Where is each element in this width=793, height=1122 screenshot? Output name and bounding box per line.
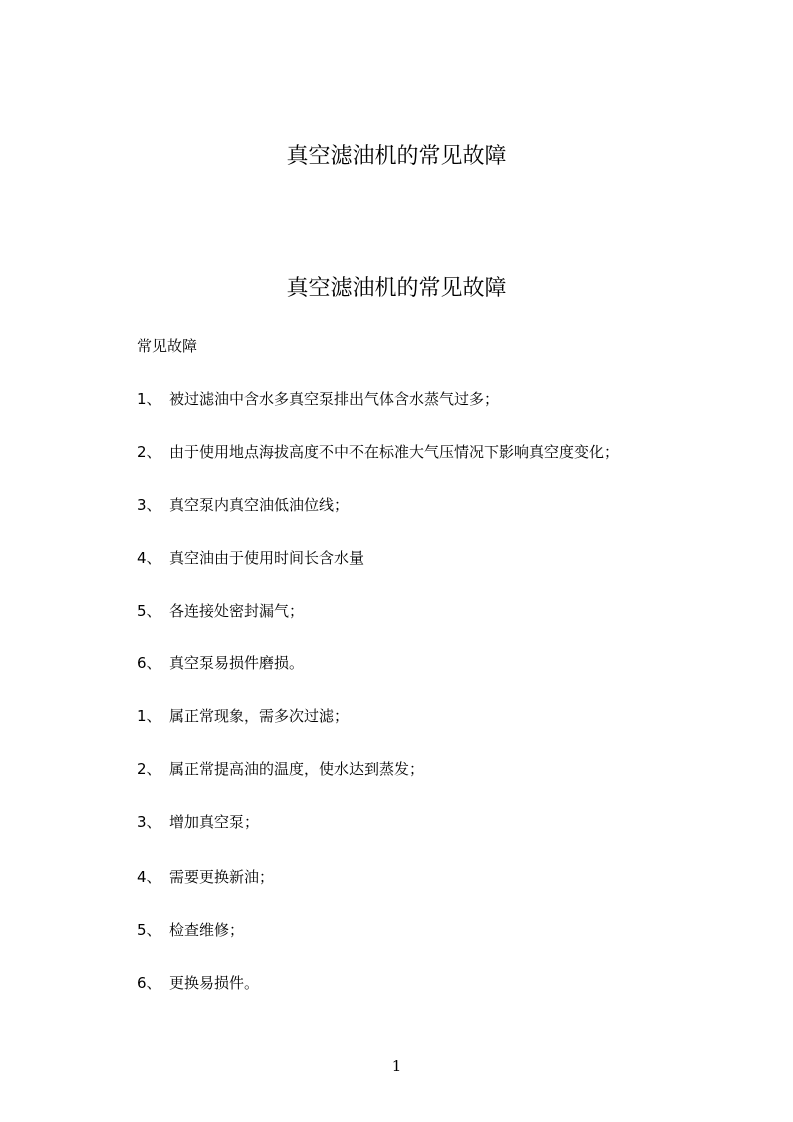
item-number: 5、 (137, 921, 162, 939)
item-number: 6、 (137, 974, 162, 992)
item-text: 各连接处密封漏气； (169, 602, 305, 620)
list-item (137, 389, 499, 409)
item-text: 增加真空泵； (169, 813, 260, 831)
list-item (137, 973, 259, 993)
item-number: 4、 (137, 868, 162, 886)
list-item (137, 548, 364, 568)
item-number: 3、 (137, 496, 162, 514)
list-item (137, 706, 349, 726)
item-number: 6、 (137, 654, 162, 672)
item-number: 5、 (137, 602, 162, 620)
document-title: 真空滤油机的常见故障 (286, 276, 507, 301)
section-heading: 常见故障 (137, 337, 198, 355)
item-text: 真空油由于使用时间长含水量 (169, 549, 365, 567)
list-item (137, 867, 274, 887)
item-text: 由于使用地点海拔高度不中不在标准大气压情况下影响真空度变化； (169, 443, 620, 461)
item-text: 真空泵易损件磨损。 (169, 654, 305, 672)
list-item (137, 495, 349, 515)
list-item (137, 442, 619, 462)
item-text: 检查维修； (169, 921, 245, 939)
item-number: 2、 (137, 443, 162, 461)
item-text: 属正常提高油的温度，使水达到蒸发； (169, 760, 425, 778)
item-text: 真空泵内真空油低油位线； (169, 496, 350, 514)
item-number: 4、 (137, 549, 162, 567)
list-item (137, 812, 259, 832)
item-number: 3、 (137, 813, 162, 831)
item-text: 需要更换新油； (169, 868, 275, 886)
item-text: 更换易损件。 (169, 974, 260, 992)
list-item (137, 601, 304, 621)
item-text: 属正常现象，需多次过滤； (169, 707, 350, 725)
item-number: 2、 (137, 760, 162, 778)
page-title: 真空滤油机的常见故障 (286, 144, 507, 169)
list-item (137, 759, 424, 779)
item-text: 被过滤油中含水多真空泵排出气体含水蒸气过多； (169, 390, 500, 408)
item-number: 1、 (137, 390, 162, 408)
page-number: 1 (391, 1057, 402, 1075)
list-item (137, 653, 304, 673)
list-item (137, 920, 244, 940)
item-number: 1、 (137, 707, 162, 725)
